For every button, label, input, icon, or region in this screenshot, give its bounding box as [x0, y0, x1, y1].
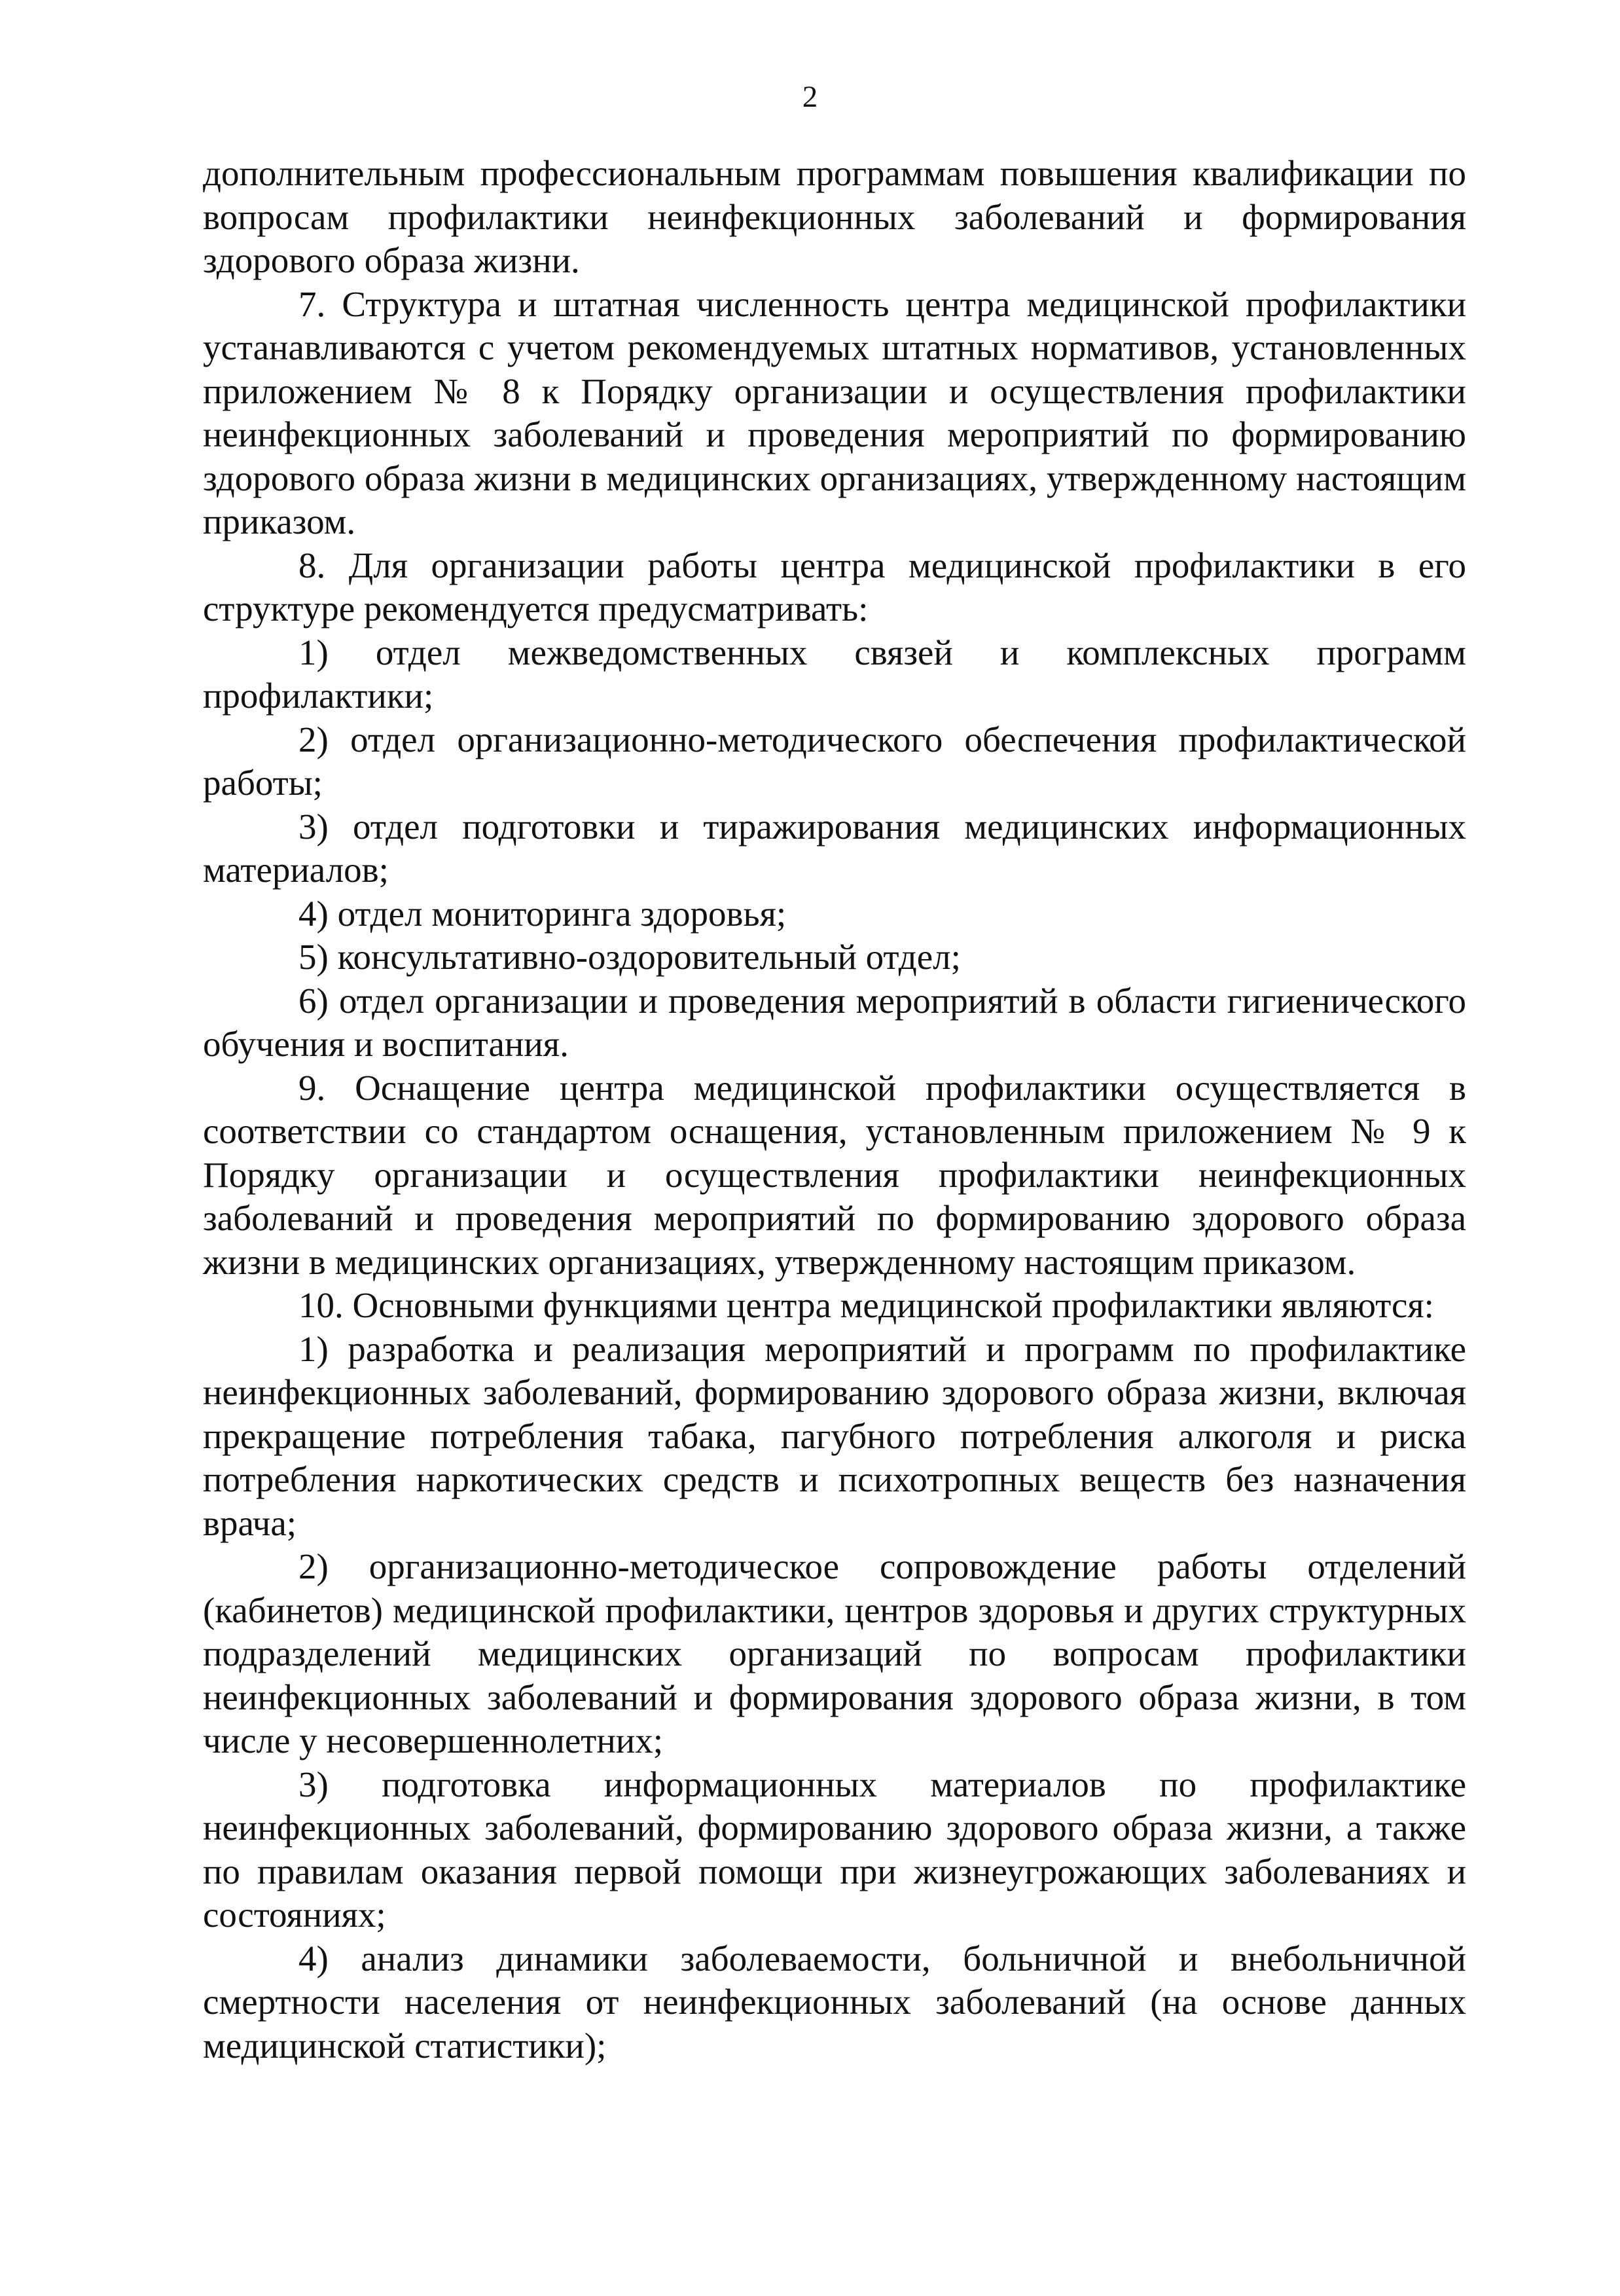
- list-item-10-2: 2) организационно-методическое сопровождение работы отделений (кабинетов) медицинской профилактики, центров здоровья и других структурных подразделений медицинских организаций по вопросам профилактики неинфекционных заболеваний и формирования здорового образа жизни, в том числе у несовершеннолетних;: [203, 1546, 1466, 1760]
- paragraph-item-7: 7. Структура и штатная численность центра медицинской профилактики устанавливаются с учетом рекомендуемых штатных нормативов, установленных приложением № 8 к Порядку организации и осуществления профилактики неинфекционных заболеваний и проведения мероприятий по формированию здорового образа жизни в медицинских организациях, утвержденному настоящим приказом.: [203, 283, 1466, 541]
- list-item-8-4: 4) отдел мониторинга здоровья;: [298, 893, 787, 934]
- list-item-8-3: 3) отдел подготовки и тиражирования медицинских информационных материалов;: [203, 806, 1466, 890]
- paragraph-item-10: 10. Основными функциями центра медицинской профилактики являются:: [298, 1285, 1434, 1325]
- paragraph-item-9: 9. Оснащение центра медицинской профилактики осуществляется в соответствии со стандартом оснащения, установленным приложением № 9 к Порядку организации и осуществления профилактики неинфекционных заболеваний и проведения мероприятий по формированию здорового образа жизни в медицинских организациях, утвержденному настоящим приказом.: [203, 1067, 1466, 1282]
- list-item-8-5: 5) консультативно-оздоровительный отдел;: [298, 937, 961, 977]
- document-body: [203, 152, 1466, 2068]
- list-item-8-2: 2) отдел организационно-методического обеспечения профилактической работы;: [203, 719, 1466, 803]
- paragraph-continuation: дополнительным профессиональным программам повышения квалификации по вопросам профилактики неинфекционных заболеваний и формирования здорового образа жизни.: [203, 153, 1466, 280]
- list-item-8-1: 1) отдел межведомственных связей и комплексных программ профилактики;: [203, 632, 1466, 716]
- page-number: 2: [802, 80, 818, 114]
- list-item-10-1: 1) разработка и реализация мероприятий и программ по профилактике неинфекционных заболеваний, формированию здорового образа жизни, включая прекращение потребления табака, пагубного потребления алкоголя и риска потребления наркотических средств и психотропных веществ без назначения врача;: [203, 1328, 1466, 1543]
- list-item-8-6: 6) отдел организации и проведения мероприятий в области гигиенического обучения и воспитания.: [203, 980, 1466, 1064]
- paragraph-item-8: 8. Для организации работы центра медицинской профилактики в его структуре рекомендуется предусматривать:: [203, 545, 1466, 629]
- list-item-10-3: 3) подготовка информационных материалов по профилактике неинфекционных заболеваний, формированию здорового образа жизни, а также по правилам оказания первой помощи при жизнеугрожающих заболеваниях и состояниях;: [203, 1764, 1466, 1935]
- list-item-10-4: 4) анализ динамики заболеваемости, больничной и внебольничной смертности населения от неинфекционных заболеваний (на основе данных медицинской статистики);: [203, 1938, 1466, 2066]
